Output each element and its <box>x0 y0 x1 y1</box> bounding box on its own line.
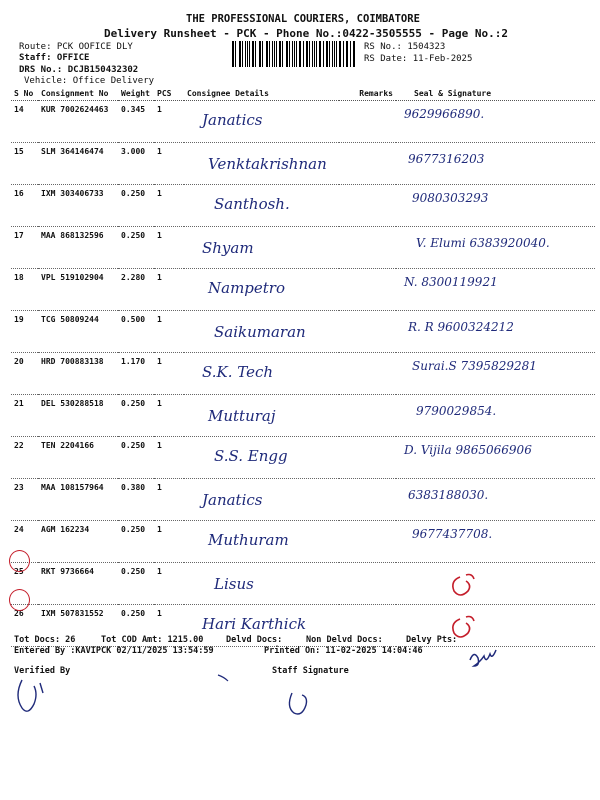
row-sno: 25 <box>11 563 38 605</box>
consignee-handwriting: S.K. Tech <box>202 363 274 381</box>
total-cod-amount: Tot COD Amt: 1215.00 <box>101 635 204 645</box>
row-sno: 22 <box>11 437 38 479</box>
row-weight: 1.170 <box>118 353 154 395</box>
total-docs: Tot Docs: 26 <box>14 635 76 645</box>
row-consignment-no: SLM 364146474 <box>38 143 118 185</box>
consignee-handwriting: Mutturaj <box>208 407 276 425</box>
drs-number: DRS No.: DCJB150432302 <box>19 65 139 75</box>
row-sno: 26 <box>11 605 38 647</box>
row-sno: 14 <box>11 101 38 143</box>
printed-on: Printed On: 11-02-2025 14:04:46 <box>264 646 423 656</box>
delivery-points: Delvy Pts: <box>406 635 458 645</box>
consignee-handwriting: Lisus <box>214 575 254 593</box>
row-pcs: 1 <box>154 563 184 605</box>
row-pcs: 1 <box>154 101 184 143</box>
seal-signature-handwriting: 9677437708. <box>412 527 493 541</box>
seal-signature-handwriting: R. R 9600324212 <box>408 320 514 334</box>
row-sno: 21 <box>11 395 38 437</box>
staff-label: Staff: OFFICE <box>19 53 90 63</box>
row-pcs: 1 <box>154 479 184 521</box>
row-consignment-no: MAA 108157964 <box>38 479 118 521</box>
rs-date: RS Date: 11-Feb-2025 <box>364 54 473 64</box>
row-weight: 0.345 <box>118 101 154 143</box>
delivered-docs: Delvd Docs: <box>226 635 283 645</box>
staff-signature-label: Staff Signature <box>272 666 349 676</box>
row-consignment-no: TCG 50809244 <box>38 311 118 353</box>
row-weight: 0.250 <box>118 437 154 479</box>
consignee-handwriting: S.S. Engg <box>214 447 288 465</box>
row-sno: 16 <box>11 185 38 227</box>
consignee-handwriting: Muthuram <box>208 531 289 549</box>
row-sno: 24 <box>11 521 38 563</box>
row-weight: 0.500 <box>118 311 154 353</box>
consignee-handwriting: Janatics <box>202 491 263 509</box>
col-consignee: Consignee Details <box>184 87 339 101</box>
route-label: Route: PCK OOFICE DLY <box>19 42 133 52</box>
row-sno: 17 <box>11 227 38 269</box>
verified-by-label: Verified By <box>14 666 71 676</box>
seal-signature-handwriting: D. Vijila 9865066906 <box>404 443 532 457</box>
consignee-handwriting: Venktakrishnan <box>208 155 327 173</box>
row-sno: 23 <box>11 479 38 521</box>
col-remarks: Remarks <box>339 87 396 101</box>
row-sno: 15 <box>11 143 38 185</box>
runsheet-subtitle: Delivery Runsheet - PCK - Phone No.:0422-3505555 - Page No.:2 <box>104 27 508 40</box>
row-weight: 0.250 <box>118 185 154 227</box>
row-weight: 0.380 <box>118 479 154 521</box>
row-consignment-no: DEL 530288518 <box>38 395 118 437</box>
row-weight: 2.280 <box>118 269 154 311</box>
consignee-handwriting: Santhosh. <box>214 195 290 213</box>
row-weight: 0.250 <box>118 227 154 269</box>
seal-signature-handwriting: V. Elumi 6383920040. <box>416 236 550 250</box>
consignee-handwriting: Hari Karthick <box>202 615 307 633</box>
row-sno: 19 <box>11 311 38 353</box>
vehicle-label: Vehicle: Office Delivery <box>24 76 155 86</box>
row-consignment-no: KUR 7002624463 <box>38 101 118 143</box>
consignee-handwriting: Saikumaran <box>214 323 306 341</box>
entered-by: Entered By :KAVIPCK 02/11/2025 13:54:59 <box>14 646 214 656</box>
company-title: THE PROFESSIONAL COURIERS, COIMBATORE <box>186 13 420 25</box>
consignee-handwriting: Nampetro <box>208 279 285 297</box>
row-weight: 0.250 <box>118 395 154 437</box>
row-weight: 0.250 <box>118 521 154 563</box>
row-weight: 3.000 <box>118 143 154 185</box>
row-pcs: 1 <box>154 143 184 185</box>
col-pcs: PCS <box>154 87 184 101</box>
rs-number: RS No.: 1504323 <box>364 42 446 52</box>
row-pcs: 1 <box>154 185 184 227</box>
row-pcs: 1 <box>154 353 184 395</box>
seal-signature-handwriting: N. 8300119921 <box>404 275 498 289</box>
seal-signature-handwriting: 9629966890. <box>404 107 485 121</box>
row-consignment-no: IXM 303406733 <box>38 185 118 227</box>
seal-signature-handwriting: 9677316203 <box>408 152 485 166</box>
row-pcs: 1 <box>154 311 184 353</box>
row-consignment-no: VPL 519102904 <box>38 269 118 311</box>
row-sno: 20 <box>11 353 38 395</box>
row-consignment-no: AGM 162234 <box>38 521 118 563</box>
col-weight: Weight <box>118 87 154 101</box>
row-pcs: 1 <box>154 605 184 647</box>
col-sno: S No <box>11 87 38 101</box>
seal-signature-handwriting: 9790029854. <box>416 404 497 418</box>
row-consignment-no: MAA 868132596 <box>38 227 118 269</box>
row-consignment-no: IXM 507831552 <box>38 605 118 647</box>
consignee-handwriting: Shyam <box>202 239 254 257</box>
seal-signature-handwriting: Surai.S 7395829281 <box>412 359 537 373</box>
row-consignment-no: RKT 9736664 <box>38 563 118 605</box>
seal-signature-handwriting: 6383188030. <box>408 488 489 502</box>
row-weight: 0.250 <box>118 605 154 647</box>
col-seal-signature: Seal & Signature <box>396 87 595 101</box>
non-delivered-docs: Non Delvd Docs: <box>306 635 383 645</box>
row-pcs: 1 <box>154 227 184 269</box>
col-consignment: Consignment No <box>38 87 118 101</box>
row-pcs: 1 <box>154 437 184 479</box>
consignee-handwriting: Janatics <box>202 111 263 129</box>
row-weight: 0.250 <box>118 563 154 605</box>
row-consignment-no: TEN 2204166 <box>38 437 118 479</box>
row-pcs: 1 <box>154 521 184 563</box>
row-sno: 18 <box>11 269 38 311</box>
row-pcs: 1 <box>154 395 184 437</box>
row-consignment-no: HRD 700883138 <box>38 353 118 395</box>
row-pcs: 1 <box>154 269 184 311</box>
seal-signature-handwriting: 9080303293 <box>412 191 489 205</box>
